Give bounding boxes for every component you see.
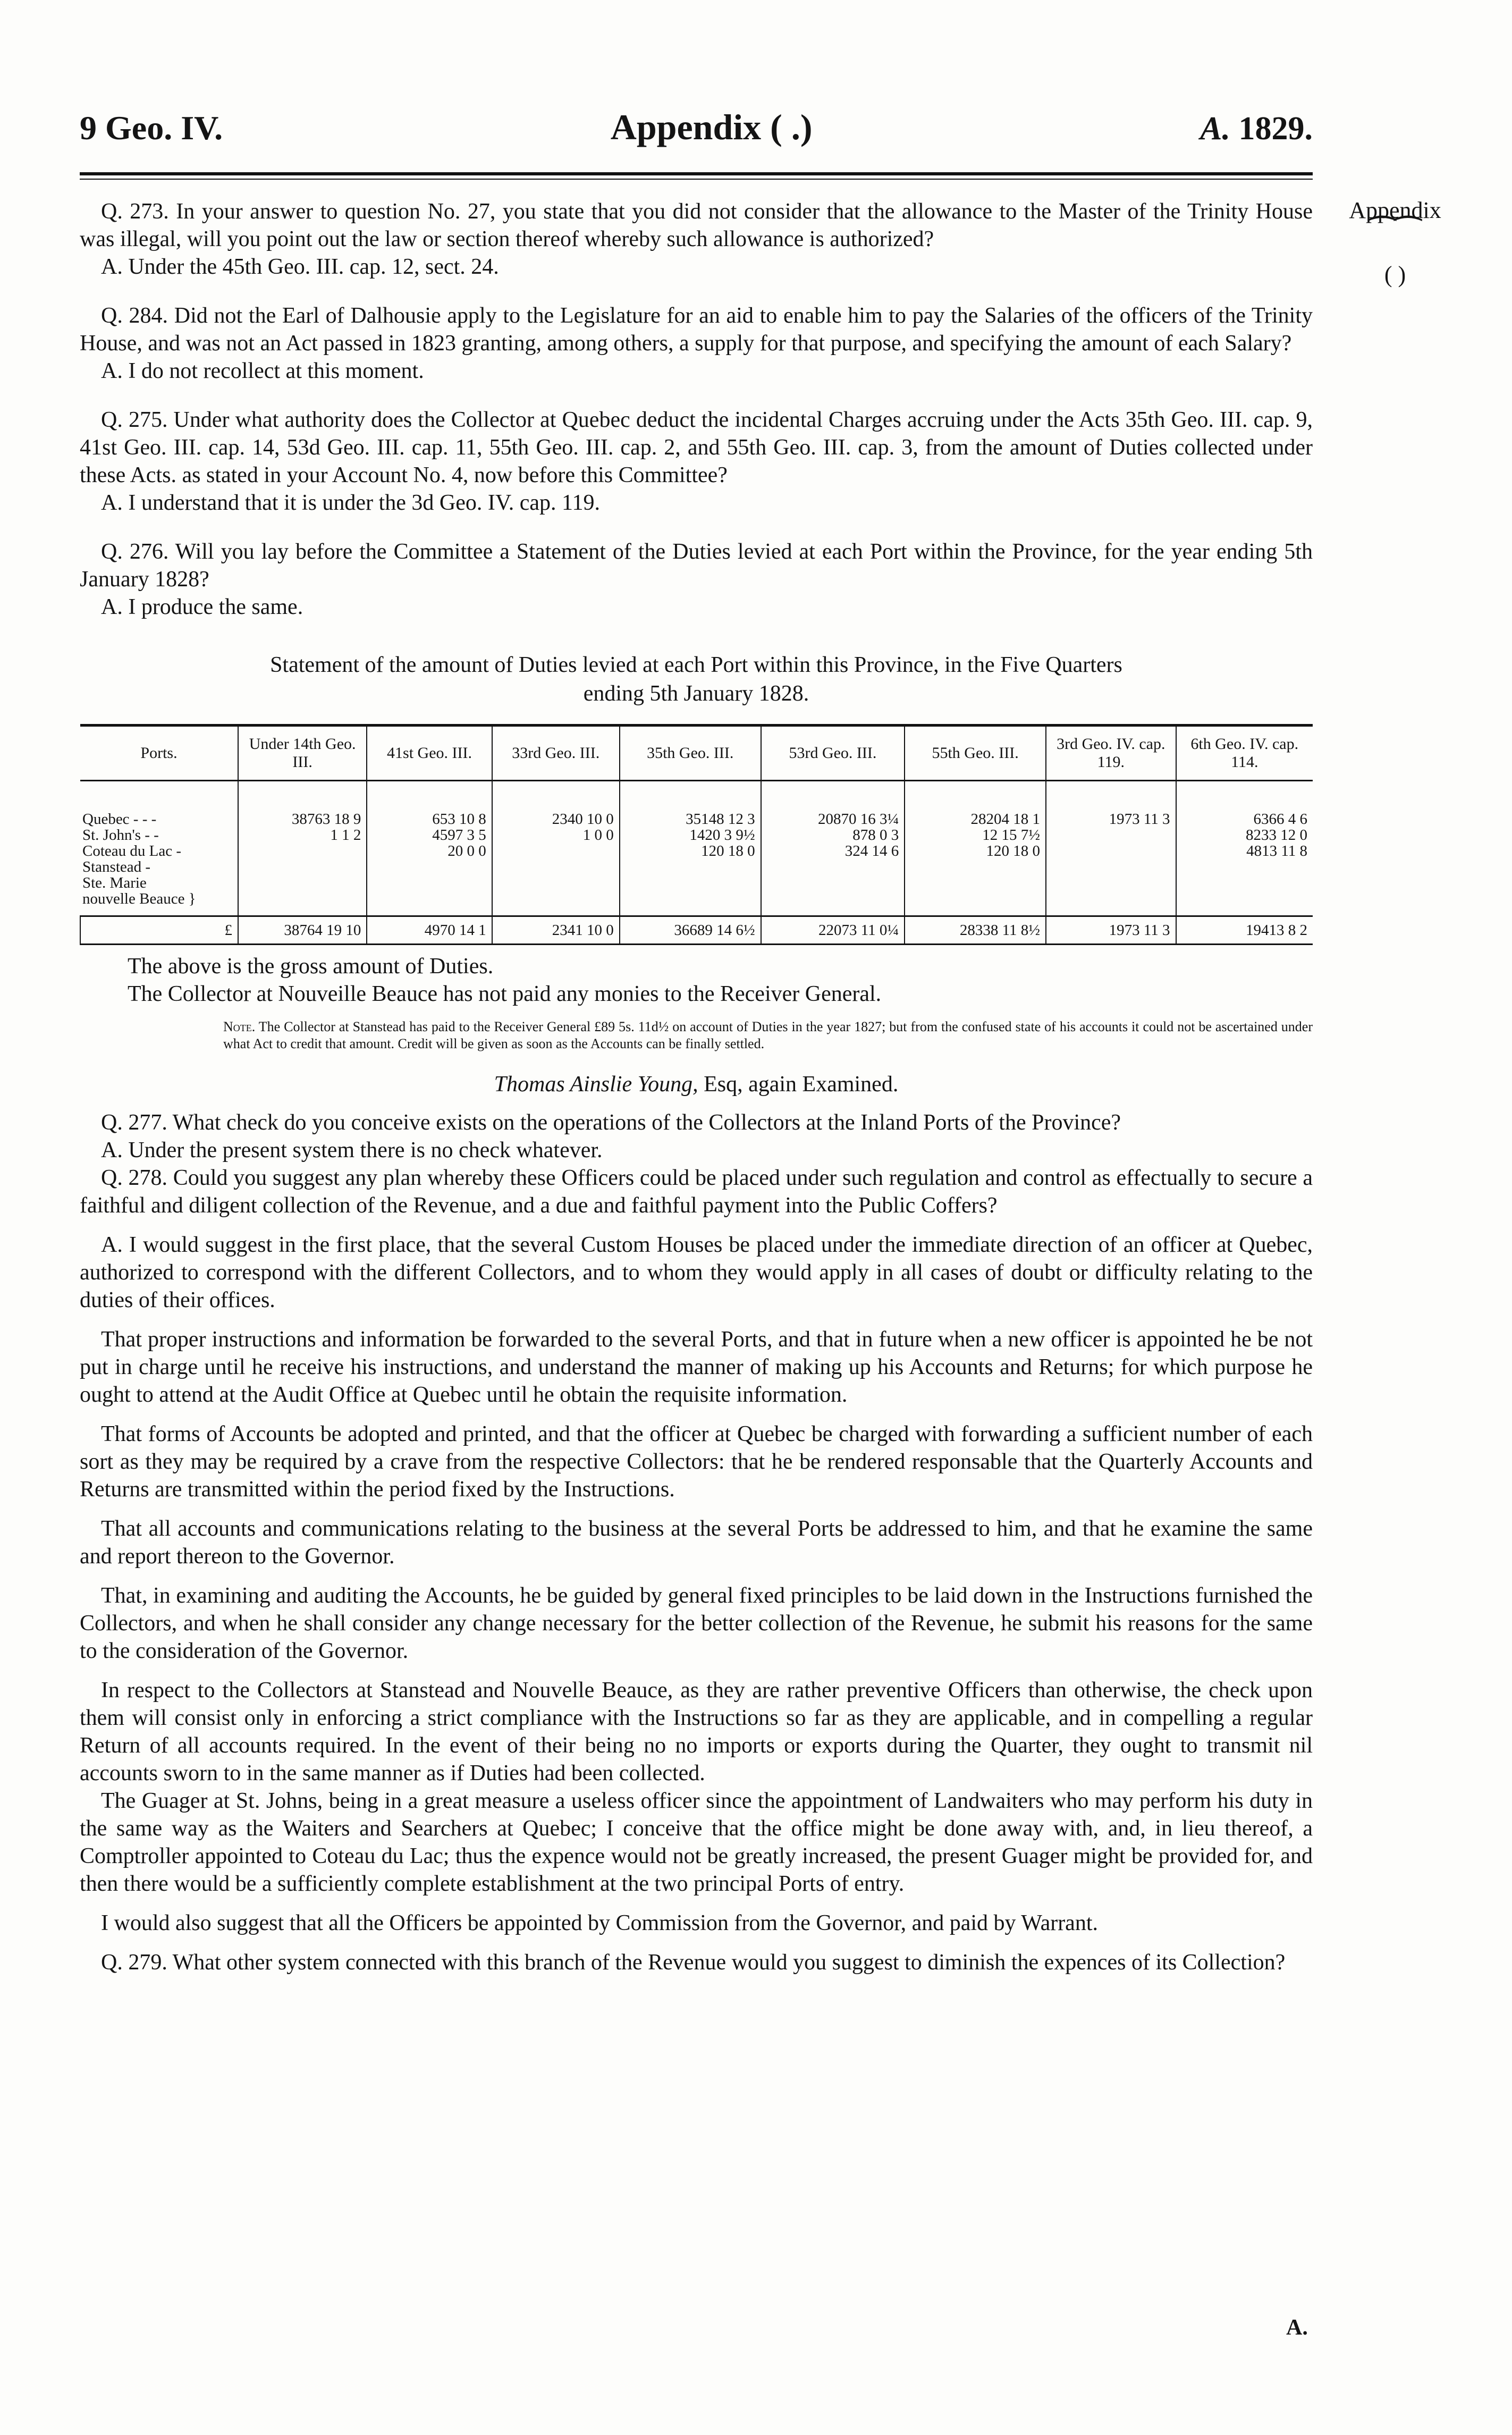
- answer-278-para-1: A. I would suggest in the first place, that the several Custom Houses be placed under the immediate direction of an officer at Quebec, authorized to correspond with the different Collectors, and to whom they would apply in all cases of doubt or difficulty relating to the duties of their offices.: [80, 1233, 1313, 1312]
- answer-277: A. Under the present system there is no check whatever.: [101, 1138, 603, 1162]
- table-cell: 1 0 0: [492, 827, 620, 843]
- table-cell: [620, 859, 761, 875]
- table-cell: [238, 859, 367, 875]
- table-cell: 4813 11 8: [1176, 843, 1313, 859]
- table-cell: [905, 891, 1046, 916]
- table-cell: 120 18 0: [905, 843, 1046, 859]
- total-cell: 4970 14 1: [367, 916, 492, 945]
- table-cell: 1420 3 9½: [620, 827, 761, 843]
- remark-gross-amount: The above is the gross amount of Duties.: [128, 954, 494, 979]
- table-cell: 2340 10 0: [492, 781, 620, 828]
- catchword: A.: [1286, 2315, 1308, 2340]
- answer-284: A. I do not recollect at this moment.: [101, 359, 424, 383]
- total-cell: 22073 11 0¼: [761, 916, 905, 945]
- answer-273: A. Under the 45th Geo. III. cap. 12, sect. 24.: [101, 255, 499, 279]
- answer-275: A. I understand that it is under the 3d Geo. IV. cap. 119.: [101, 491, 600, 515]
- table-cell: [1176, 891, 1313, 916]
- witness-status: Esq, again Examined.: [698, 1072, 899, 1097]
- table-cell: [1046, 827, 1176, 843]
- table-cell: 120 18 0: [620, 843, 761, 859]
- question-276: Q. 276. Will you lay before the Committee a Statement of the Duties levied at each Port within the Province, for the year ending 5th January 1828?: [80, 540, 1313, 592]
- port-name: nouvelle Beauce }: [82, 890, 196, 907]
- table-footnote: [223, 1018, 1313, 1052]
- answer-278-para-8: I would also suggest that all the Officers be appointed by Commission from the Governor, and paid by Warrant.: [101, 1911, 1098, 1935]
- header-appendix: Appendix ( .): [610, 107, 813, 147]
- table-cell: [1046, 875, 1176, 891]
- question-273: Q. 273. In your answer to question No. 27, you state that you did not consider that the allowance to the Master of the Trinity House was illegal, will you point out the law or section thereof whereby such allowance is authorized?: [80, 199, 1313, 251]
- table-cell: [1176, 859, 1313, 875]
- running-header: [80, 106, 1313, 165]
- statement-title: [80, 651, 1313, 708]
- question-278: Q. 278. Could you suggest any plan whereby these Officers could be placed under such regulation and control as effectually to secure a faithful and diligent collection of the Revenue, and a due and faithful payment into the Public Coffers?: [80, 1166, 1313, 1218]
- port-name: Stanstead -: [82, 858, 151, 875]
- total-cell: 28338 11 8½: [905, 916, 1046, 945]
- answer-278-para-4: That all accounts and communications relating to the business at the several Ports be addressed to him, and that he examine the same and report thereon to the Governor.: [80, 1516, 1313, 1569]
- table-cell: 6366 4 6: [1176, 781, 1313, 828]
- statement-title-line-1: Statement of the amount of Duties levied at each Port within this Province, in the Five Quarters: [270, 653, 1122, 677]
- answer-278-para-2: That proper instructions and information be forwarded to the several Ports, and that in future when a new officer is appointed he be not put in charge until he receive his instructions, and understand the manner of making up his Accounts and Returns; for which purpose he ought to attend at the Audit Office at Quebec until he obtain the requisite information.: [80, 1327, 1313, 1407]
- col-header-ports: Ports.: [80, 726, 238, 781]
- table-cell: 8233 12 0: [1176, 827, 1313, 843]
- margin-note: [1334, 197, 1456, 288]
- question-275: Q. 275. Under what authority does the Collector at Quebec deduct the incidental Charges accruing under the Acts 35th Geo. III. cap. 9, 41st Geo. III. cap. 14, 53d Geo. III. cap. 11, 55th Geo. III. cap. 2, and 55th Geo. III. cap. 3, from the amount of Duties collected under these Acts. as stated in your Account No. 4, now before this Committee?: [80, 408, 1313, 487]
- total-cell: 38764 19 10: [238, 916, 367, 945]
- margin-appendix-label: Appendix: [1349, 197, 1441, 223]
- question-277: Q. 277. What check do you conceive exists on the operations of the Collectors at the Inland Ports of the Province?: [101, 1110, 1121, 1135]
- table-total-row: [80, 916, 1313, 945]
- table-cell: [761, 875, 905, 891]
- col-header-3-geo-iv: 3rd Geo. IV. cap. 119.: [1046, 726, 1176, 781]
- col-header-53-geo-iii: 53rd Geo. III.: [761, 726, 905, 781]
- col-header-6-geo-iv: 6th Geo. IV. cap. 114.: [1176, 726, 1313, 781]
- table-row: [80, 827, 1313, 843]
- table-cell: [1176, 875, 1313, 891]
- answer-278-para-6: In respect to the Collectors at Stanstead and Nouvelle Beauce, as they are rather preventive Officers than otherwise, the check upon them will consist only in enforcing a strict compliance with the Instructions so far as they are applicable, and in compelling a regular Return of all accounts required. In the event of their being no no imports or exports during the Quarter, they ought to transmit nil accounts sworn to in the same manner as if Duties had been collected.: [80, 1678, 1313, 1785]
- table-cell: 324 14 6: [761, 843, 905, 859]
- table-cell: 12 15 7½: [905, 827, 1046, 843]
- table-row: [80, 859, 1313, 875]
- col-header-35-geo-iii: 35th Geo. III.: [620, 726, 761, 781]
- header-year: [1200, 110, 1313, 148]
- table-cell: 1973 11 3: [1046, 781, 1176, 828]
- table-cell: [492, 875, 620, 891]
- total-cell: 19413 8 2: [1176, 916, 1313, 945]
- table-row: [80, 781, 1313, 828]
- table-cell: 653 10 8: [367, 781, 492, 828]
- header-letter: A.: [1200, 111, 1230, 147]
- port-name: Quebec - - -: [82, 811, 157, 828]
- table-cell: [238, 843, 367, 859]
- answer-278-para-3: That forms of Accounts be adopted and printed, and that the officer at Quebec be charged with forwarding a sufficient number of each sort as they may be required by a crave from the respective Collectors: that he be rendered responsable that the Quarterly Accounts and Returns are transmitted within the period fixed by the Instructions.: [80, 1422, 1313, 1502]
- col-header-41-geo-iii: 41st Geo. III.: [367, 726, 492, 781]
- table-cell: [761, 891, 905, 916]
- table-cell: [1046, 891, 1176, 916]
- table-cell: [367, 891, 492, 916]
- margin-swash: ⁀⁀: [1369, 217, 1421, 252]
- table-cell: [492, 859, 620, 875]
- witness-name: Thomas Ainslie Young,: [494, 1072, 698, 1097]
- answer-278-para-7: The Guager at St. Johns, being in a great measure a useless officer since the appointment of Landwaiters who may perform his duty in the same way as the Waiters and Searchers at Quebec; I conceive that the office might be done away with, and, in lieu thereof, a Comptroller appointed to Coteau du Lac; thus the expence would not be greatly increased, the present Guager might be provided for, and then there would be a sufficiently complete establishment at the two principal Ports of entry.: [80, 1789, 1313, 1896]
- document-page: [80, 106, 1313, 1976]
- port-name: Coteau du Lac -: [82, 842, 182, 860]
- total-cell: 1973 11 3: [1046, 916, 1176, 945]
- margin-parentheses: ( ): [1384, 262, 1406, 288]
- answer-278-para-5: That, in examining and auditing the Accounts, he be guided by general fixed principles to be laid down in the Instructions furnished the Collectors, and when he shall consider any change necessary for the better collection of the Revenue, he submit his reasons for the same to the consideration of the Governor.: [80, 1583, 1313, 1663]
- table-cell: [492, 843, 620, 859]
- table-row: [80, 843, 1313, 859]
- table-remarks: [80, 953, 1313, 1008]
- duties-table: [80, 724, 1313, 945]
- answer-276: A. I produce the same.: [101, 595, 303, 619]
- table-cell: [238, 891, 367, 916]
- table-cell: [367, 875, 492, 891]
- table-cell: [1046, 859, 1176, 875]
- remark-nouvelle-beauce: The Collector at Nouveille Beauce has not paid any monies to the Receiver General.: [128, 982, 882, 1006]
- table-cell: 38763 18 9: [238, 781, 367, 828]
- table-cell: [620, 891, 761, 916]
- table-row: [80, 875, 1313, 891]
- total-cell: 36689 14 6½: [620, 916, 761, 945]
- table-cell: [761, 859, 905, 875]
- total-currency: £: [80, 916, 238, 945]
- port-name: St. John's - -: [82, 827, 159, 844]
- question-279: Q. 279. What other system connected with this branch of the Revenue would you suggest to diminish the expences of its Collection?: [101, 1950, 1286, 1975]
- table-cell: [367, 859, 492, 875]
- table-cell: 1 1 2: [238, 827, 367, 843]
- witness-heading: [80, 1072, 1313, 1097]
- col-header-55-geo-iii: 55th Geo. III.: [905, 726, 1046, 781]
- table-cell: [620, 875, 761, 891]
- header-rule-thick: [80, 172, 1313, 175]
- table-cell: [492, 891, 620, 916]
- question-284: Q. 284. Did not the Earl of Dalhousie apply to the Legislature for an aid to enable him to pay the Salaries of the officers of the Trinity House, and was not an Act passed in 1823 granting, among others, a supply for that purpose, and specifying the amount of each Salary?: [80, 304, 1313, 356]
- table-cell: 4597 3 5: [367, 827, 492, 843]
- total-cell: 2341 10 0: [492, 916, 620, 945]
- note-text: The Collector at Stanstead has paid to the Receiver General £89 5s. 11d½ on account of Duties in the year 1827; but from the confused state of his accounts it could not be ascertained under what Act to credit that amount. Credit will be given as soon as the Accounts can be finally settled.: [223, 1019, 1313, 1051]
- table-cell: [905, 859, 1046, 875]
- table-cell: 20870 16 3¼: [761, 781, 905, 828]
- statement-title-line-2: ending 5th January 1828.: [583, 681, 809, 706]
- table-row: [80, 891, 1313, 916]
- table-cell: [1046, 843, 1176, 859]
- col-header-14-geo-iii: Under 14th Geo. III.: [238, 726, 367, 781]
- table-cell: [238, 875, 367, 891]
- col-header-33-geo-iii: 33rd Geo. III.: [492, 726, 620, 781]
- header-year-number: 1829.: [1238, 111, 1313, 147]
- table-cell: 20 0 0: [367, 843, 492, 859]
- table-cell: 35148 12 3: [620, 781, 761, 828]
- table-cell: 878 0 3: [761, 827, 905, 843]
- port-name: Ste. Marie: [82, 874, 147, 891]
- duties-table-header: [80, 726, 1313, 781]
- header-session: 9 Geo. IV.: [80, 109, 223, 147]
- table-cell: [905, 875, 1046, 891]
- table-cell: 28204 18 1: [905, 781, 1046, 828]
- header-rule-thin: [80, 179, 1313, 180]
- note-label: Note.: [223, 1019, 256, 1034]
